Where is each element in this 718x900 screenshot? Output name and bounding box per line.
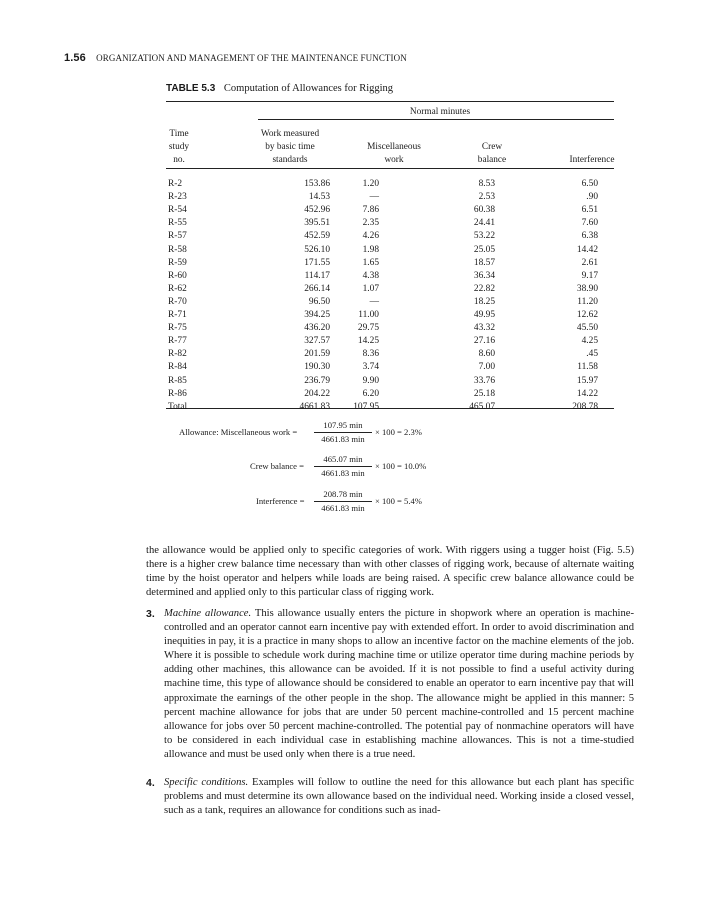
span-header: Normal minutes [409, 107, 471, 117]
table-cell: R-2 [168, 179, 183, 189]
table-cell: 11.00 [358, 310, 379, 320]
table-cell: 394.25 [304, 310, 330, 320]
table-label: TABLE 5.3 [166, 83, 216, 94]
formula-numerator: 107.95 min [323, 420, 363, 430]
table-cell: 33.76 [473, 375, 495, 386]
table-cell: 114.17 [304, 270, 330, 281]
table-cell: 452.59 [304, 231, 330, 242]
table-cell: 12.62 [576, 310, 598, 320]
table-row [0, 388, 718, 401]
table-cell: 24.41 [473, 218, 495, 229]
fraction-bar [314, 466, 372, 467]
table-cell: .90 [586, 192, 598, 203]
table-cell: 14.53 [308, 192, 330, 203]
table-cell: 38.90 [576, 283, 598, 294]
list-item-machine-allowance [146, 607, 634, 762]
table-cell: 45.50 [576, 323, 598, 334]
table-cell: 395.51 [304, 218, 330, 229]
table-cell: 266.14 [304, 283, 330, 294]
table-caption [166, 83, 393, 94]
table-cell: 153.86 [304, 179, 330, 189]
table-cell: 11.20 [577, 296, 598, 307]
table-cell: 6.38 [581, 231, 598, 242]
table-cell: 171.55 [304, 257, 330, 268]
table-cell: R-71 [168, 310, 187, 320]
table-cell: 7.86 [362, 205, 379, 216]
table-row [0, 309, 718, 322]
list-item-title: Specific conditions. [164, 777, 249, 788]
table-cell: 4.26 [362, 231, 379, 242]
table-cell: 208.78 [572, 401, 598, 412]
table-cell: 526.10 [304, 244, 330, 255]
col-header-time-study: Time study no. [168, 129, 190, 165]
table-row [0, 348, 718, 361]
table-cell: 327.57 [304, 336, 330, 347]
table-cell: R-57 [168, 231, 187, 242]
table-cell: 11.58 [577, 362, 598, 373]
table-row [0, 257, 718, 270]
table-row [0, 204, 718, 217]
table-cell: 27.16 [473, 336, 495, 347]
table-cell: — [369, 296, 379, 307]
table-cell: 4.25 [581, 336, 598, 347]
formula-label: Allowance: Miscellaneous work = [179, 427, 298, 437]
table-row [0, 230, 718, 243]
table-cell: 2.61 [581, 257, 598, 268]
formula-numerator: 208.78 min [323, 489, 363, 499]
table-cell: 14.42 [576, 244, 598, 255]
table-cell: 7.60 [581, 218, 598, 229]
table-cell: 29.75 [357, 323, 379, 334]
table-title: Computation of Allowances for Rigging [223, 83, 394, 94]
table-cell: 43.32 [473, 323, 495, 334]
table-row [0, 296, 718, 309]
col-header-crew-balance: Crew balance [477, 142, 507, 165]
table-top-rule [166, 101, 614, 102]
list-item-specific-conditions [146, 776, 634, 818]
table-cell: 2.53 [478, 192, 495, 203]
table-row [0, 361, 718, 374]
formula-result: × 100 = 5.4% [375, 496, 422, 506]
table-cell: 436.20 [304, 323, 330, 334]
table-cell: 49.95 [473, 310, 495, 320]
table-cell: R-77 [168, 336, 187, 347]
table-row [0, 178, 718, 191]
table-cell: 36.34 [473, 270, 495, 281]
table-row [0, 270, 718, 283]
table-cell: 204.22 [304, 388, 330, 399]
table-cell: 107.95 [353, 401, 379, 412]
formula-denominator: 4661.83 min [321, 468, 365, 478]
table-row [0, 335, 718, 348]
table-cell: R-60 [168, 270, 187, 281]
table-cell: 9.17 [581, 270, 598, 281]
col-header-misc-work: Miscellaneous work [367, 142, 421, 165]
table-cell: 6.20 [362, 388, 379, 399]
table-cell: R-86 [168, 388, 187, 399]
table-cell: 14.22 [576, 388, 598, 399]
fraction-bar [314, 432, 372, 433]
running-header [64, 52, 407, 64]
table-row [0, 191, 718, 204]
table-cell: R-54 [168, 205, 187, 216]
list-item-text: This allowance usually enters the picture in shopwork where an operation is machine-controlled and an operator cannot earn incentive pay with extended effort. In order to avoid discrimination and inequities in pay, it is a practice in many shops to allow an incentive factor on the machine elements of the job. Where it is possible to schedule work during machine time or utilize operator time during machine periods by adding other machines, this allowance can be avoided. If it is not possible to find a useful activity during machine time, this type of allowance should be considered to enable an operator to earn incentive pay that will approximate the earnings of the other people in the shop. The allowance might be applied in this manner: 5 percent machine allowance for jobs that are under 50 percent machine-controlled and 15 percent machine allowance for jobs over 50 percent machine-controlled. The potential pay of nonmachine operators will have to be considered in each individual case in establishing machine allowances. This is not a time-studied allowance and must be used only when there is a true need. [164, 608, 634, 760]
list-item-number: 4. [146, 777, 155, 789]
table-cell: 22.82 [473, 283, 495, 294]
list-item-title: Machine allowance. [164, 608, 252, 619]
table-row [0, 283, 718, 296]
table-cell: R-85 [168, 375, 187, 386]
header-bottom-rule [166, 168, 614, 169]
table-cell: 4.38 [362, 270, 379, 281]
table-cell: 190.30 [304, 362, 330, 373]
table-cell: 18.25 [473, 296, 495, 307]
formula-result: × 100 = 10.0% [375, 461, 427, 471]
table-cell: 18.57 [473, 257, 495, 268]
table-cell: 25.18 [473, 388, 495, 399]
body-paragraph: the allowance would be applied only to specific categories of work. With riggers using a tugger hoist (Fig. 5.5) there is a higher crew balance time necessary than with other classes of rigging work, because of alternate waiting time by the hoist operator and helpers while loads are being raised. A specific crew balance allowance could be determined and applied only to this particular class of rigging work. [146, 545, 634, 599]
table-cell: 1.07 [362, 283, 379, 294]
formula-denominator: 4661.83 min [321, 503, 365, 513]
table-cell: 6.51 [581, 205, 598, 216]
list-item-number: 3. [146, 608, 155, 620]
table-cell: R-55 [168, 218, 187, 229]
span-header-rule [258, 119, 614, 120]
table-cell: 9.90 [362, 375, 379, 386]
table-cell: .45 [586, 349, 598, 360]
table-cell: R-62 [168, 283, 187, 294]
formula-denominator: 4661.83 min [321, 434, 365, 444]
table-cell: 452.96 [304, 205, 330, 216]
table-cell: 96.50 [308, 296, 330, 307]
table-cell: 236.79 [304, 375, 330, 386]
table-cell: R-58 [168, 244, 187, 255]
table-row [0, 244, 718, 257]
table-cell: 8.60 [478, 349, 495, 360]
table-cell: 14.25 [357, 336, 379, 347]
table-cell: 4661.83 [299, 401, 330, 412]
table-cell: 3.74 [362, 362, 379, 373]
table-cell: R-23 [168, 192, 187, 203]
table-cell: 465.07 [469, 401, 495, 412]
table-cell: R-82 [168, 349, 187, 360]
formula-label: Interference = [256, 496, 305, 506]
list-item-text: Examples will follow to outline the need for this allowance but each plant has specific problems and must determine its own allowance based on the individual need. Working inside a closed vessel, such as a tank, requires an allowance for conditions such as inad- [164, 777, 634, 817]
table-cell: 2.35 [362, 218, 379, 229]
table-cell: 60.38 [473, 205, 495, 216]
table-cell: — [369, 192, 379, 203]
table-row [0, 375, 718, 388]
table-row [0, 322, 718, 335]
table-cell: Total [168, 401, 188, 412]
table-cell: 8.53 [478, 179, 495, 189]
fraction-bar [314, 501, 372, 502]
table-cell: 201.59 [304, 349, 330, 360]
table-cell: 8.36 [362, 349, 379, 360]
table-cell: R-70 [168, 296, 187, 307]
table-cell: 1.98 [362, 244, 379, 255]
formula-numerator: 465.07 min [323, 454, 363, 464]
col-header-interference: Interference [569, 155, 615, 165]
running-title: ORGANIZATION AND MANAGEMENT OF THE MAINTENANCE FUNCTION [96, 53, 407, 63]
table-cell: 53.22 [473, 231, 495, 242]
table-cell: 15.97 [576, 375, 598, 386]
table-cell: 25.05 [473, 244, 495, 255]
table-cell: 6.50 [581, 179, 598, 189]
formula-result: × 100 = 2.3% [375, 427, 422, 437]
table-cell: R-84 [168, 362, 187, 373]
table-cell: 7.00 [478, 362, 495, 373]
formula-label: Crew balance = [250, 461, 304, 471]
table-cell: R-75 [168, 323, 187, 334]
table-cell: 1.20 [362, 179, 379, 189]
table-row [0, 217, 718, 230]
table-cell: 1.65 [362, 257, 379, 268]
col-header-work-measured: Work measured by basic time standards [260, 129, 320, 165]
page-number: 1.56 [64, 52, 86, 64]
table-cell: R-59 [168, 257, 187, 268]
table-total-row [0, 401, 718, 414]
